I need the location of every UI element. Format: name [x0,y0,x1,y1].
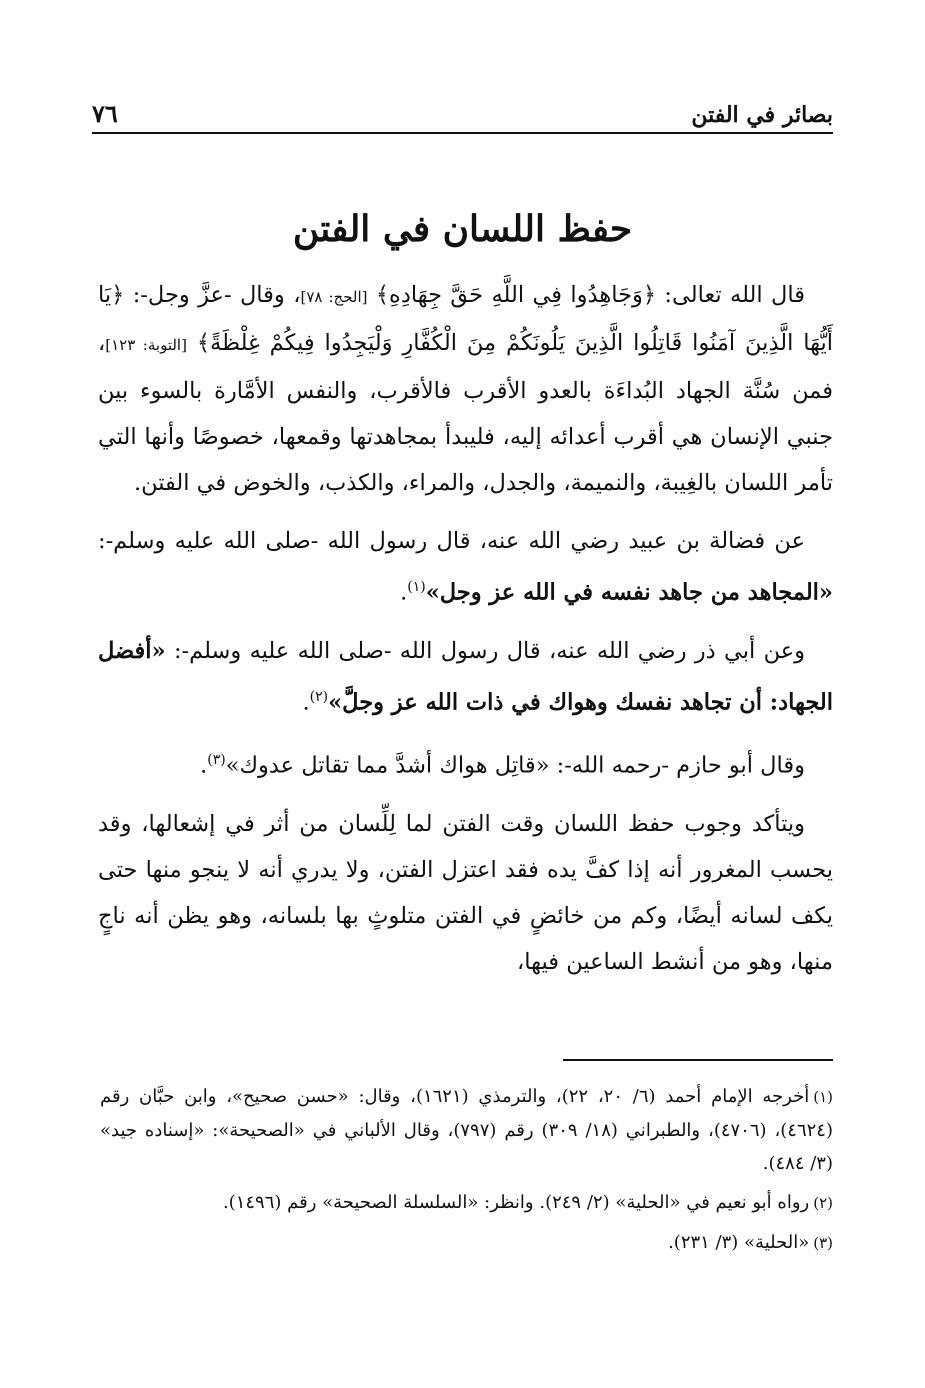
p1-intro: قال الله تعالى: [656,282,805,308]
paragraph-4 [98,737,833,789]
quran-verse-1: ﴿وَجَاهِدُوا فِي اللَّهِ حَقَّ جِهَادِهِ﴾ [375,282,657,308]
verse-ref-2: [التوبة: ١٢٣] [105,336,187,354]
p4-end: . [200,752,208,779]
footnote-2 [100,1186,833,1220]
hadith-2: «أفضل الجهاد: أن تجاهد نفسك وهواك في ذات الله عز وجلَّ» [98,637,833,715]
p3-end: . [302,689,310,715]
body-text [98,272,833,997]
footnote-ref-1[interactable]: (١) [407,579,426,595]
footnote-number: (١) [813,1088,833,1106]
p4-intro: وقال أبو حازم -رحمه الله-: [549,752,805,779]
footnotes [100,1080,833,1266]
footnote-text: «الحلية» (٣/ ٢٣١). [668,1232,810,1253]
chapter-title: حفظ اللسان في الفتن [292,208,633,250]
paragraph-5: ويتأكد وجوب حفظ اللسان وقت الفتن لما لِلِّسان من أثر في إشعالها، وقد يحسب المغرور أنه إذا كفَّ يده فقد اعتزل الفتن، ولا يدري أنه لا ينجو منها حتى يكف لسانه أيضًا، وكم من خائضٍ في الفتن متلوثٍ بها بلسانه، وهو يظن أنه ناجٍ منها، وهو من أنشط الساعين فيها، [98,810,833,975]
quran-verse-2: ﴿يَا أَيُّهَا الَّذِينَ آمَنُوا قَاتِلُوا الَّذِينَ يَلُونَكُمْ مِنَ الْكُفَّارِ وَلْيَجِدُوا فِيكُمْ غِلْظَةً﴾ [98,282,833,356]
p2-end: . [400,579,408,606]
hadith-1: «المجاهد من جاهد نفسه في الله عز وجل» [425,579,833,606]
footnote-text: رواه أبو نعيم في «الحلية» (٢/ ٢٤٩). وانظر: «السلسلة الصحيحة» رقم (١٤٩٦). [222,1192,810,1213]
footnote-number: (٣) [813,1234,833,1252]
book-title: بصائر في الفتن [691,102,833,128]
paragraph-1 [98,272,833,506]
footnote-number: (٢) [813,1194,833,1212]
p3-intro: وعن أبي ذر رضي الله عنه، قال رسول الله -صلى الله عليه وسلم-: [165,637,805,664]
footnote-1 [100,1080,833,1180]
running-header [92,88,833,134]
paragraph-2 [98,518,833,616]
footnote-ref-3[interactable]: (٣) [207,752,226,768]
verse-ref-1: [الحج: ٧٨] [300,288,368,306]
p2-intro: عن فضالة بن عبيد رضي الله عنه، قال رسول الله -صلى الله عليه وسلم-: [98,528,805,554]
p1-rest: ، فمن سُنَّة الجهاد البُداءَة بالعدو الأقرب فالأقرب، والنفس الأمَّارة بالسوء بين جنبي الإنسان هي أقرب أعدائه إليه، فليبدأ بمجاهدتها وقمعها، خصوصًا وأنها التي تأمر اللسان بالغِيبة، والنميمة، والجدل، والمراء، والكذب، والخوض في الفتن. [98,330,833,496]
footnote-3 [100,1226,833,1260]
quote-abu-hazim: «قاتِل هواك أشدَّ مما تقاتل عدوك» [225,752,550,779]
p1-mid: ، وقال -عزَّ وجل-: [124,282,301,308]
page-number: ٧٦ [92,99,118,128]
paragraph-3 [98,628,833,726]
footnote-ref-2[interactable]: (٢) [309,688,329,705]
footnote-divider [563,1059,833,1061]
footnote-text: أخرجه الإمام أحمد (٦/ ٢٠، ٢٢)، والترمذي (١٦٢١)، وقال: «حسن صحيح»، وابن حبَّان رقم (٤٦٢٤)، (٤٧٠٦)، والطبراني (١٨/ ٣٠٩) رقم (٧٩٧)، وقال الألباني في «الصحيحة»: «إسناده جيد» (٣/ ٤٨٤). [100,1086,833,1174]
